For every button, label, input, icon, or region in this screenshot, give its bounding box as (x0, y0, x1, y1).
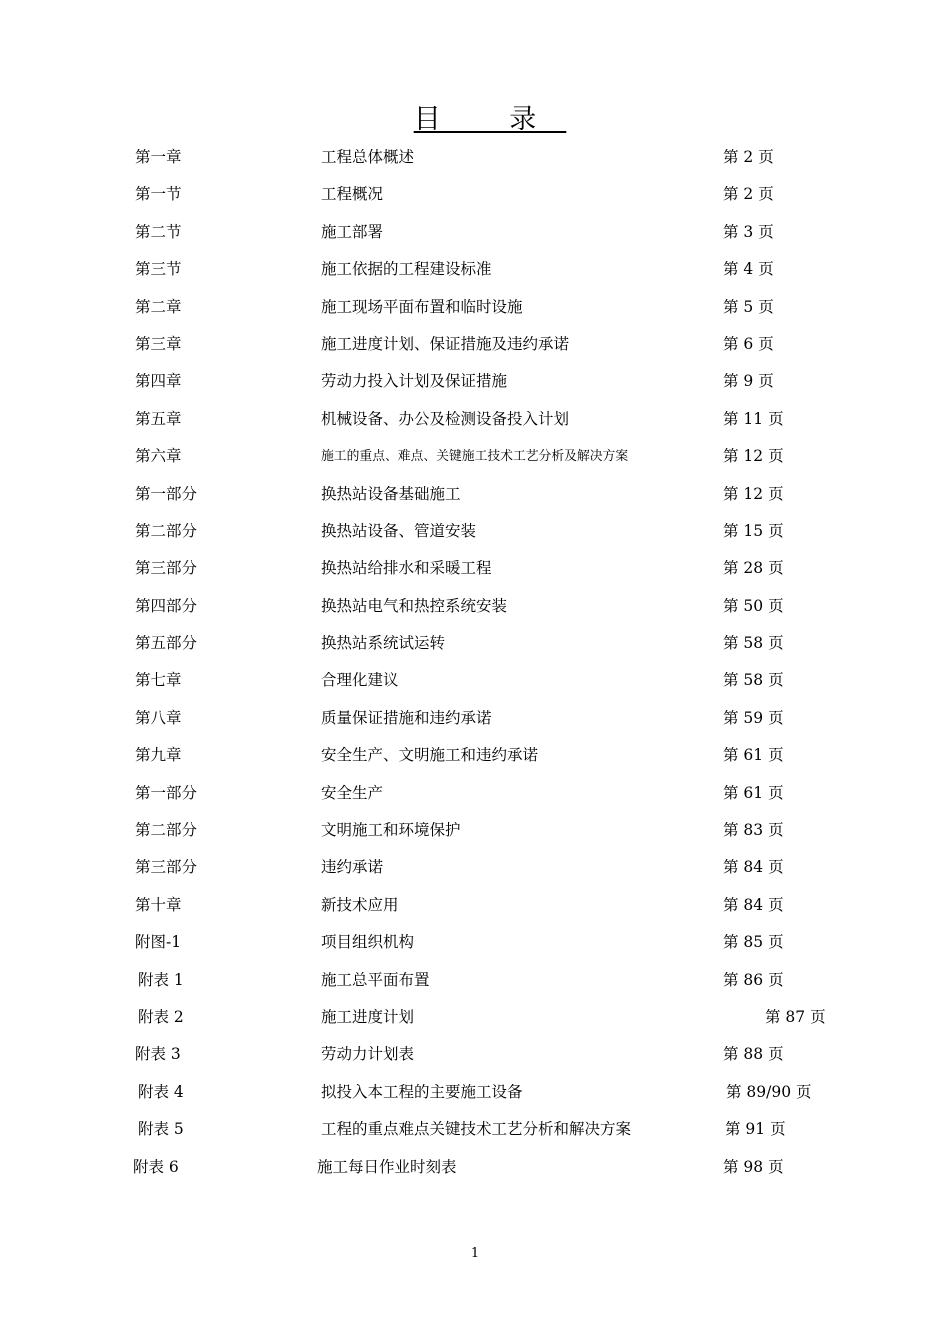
toc-entry (0, 289, 950, 326)
toc-entry-text: 施工进度计划 (321, 1007, 415, 1026)
toc-entry-text: 施工进度计划、保证措施及违约承诺 (321, 334, 570, 353)
toc-entry-label: 附表 3 (135, 1045, 181, 1064)
toc-entry-text: 项目组织机构 (321, 933, 415, 952)
toc-entry (0, 924, 950, 961)
toc-entry-text: 换热站给排水和采暖工程 (321, 559, 492, 578)
toc-entry-label: 第三章 (135, 334, 182, 353)
toc-entry-label: 第一章 (135, 148, 182, 166)
toc-entry-label: 第八章 (135, 708, 182, 727)
toc-entry-label: 附表 2 (138, 1007, 184, 1026)
toc-entry-label: 第五章 (135, 409, 182, 428)
toc-entry-text: 施工现场平面布置和临时设施 (321, 297, 523, 316)
toc-entry-page: 第 84 页 (723, 895, 784, 914)
toc-entry-text: 施工依据的工程建设标准 (321, 260, 492, 279)
toc-entry-label: 第一节 (135, 185, 182, 204)
toc-entry-text: 安全生产、文明施工和违约承诺 (321, 746, 539, 765)
toc-entry (0, 962, 950, 999)
toc-entry-page: 第 88 页 (723, 1045, 784, 1064)
toc-entry-text: 换热站设备基础施工 (321, 484, 461, 503)
toc-entry-page: 第 85 页 (723, 933, 784, 952)
toc-entry-text: 换热站系统试运转 (321, 634, 446, 653)
toc-entry-page: 第 2 页 (723, 185, 774, 204)
toc-entry (0, 176, 950, 213)
toc-entry-label: 第三部分 (135, 858, 198, 877)
toc-entry-page: 第 11 页 (723, 409, 784, 428)
toc-entry (0, 251, 950, 288)
toc-entry-text: 质量保证措施和违约承诺 (321, 708, 492, 727)
toc-entry-page: 第 58 页 (723, 671, 784, 690)
toc-entry-text: 合理化建议 (321, 671, 399, 690)
toc-entry-text: 工程总体概述 (321, 148, 415, 166)
toc-entry-page: 第 9 页 (723, 372, 774, 391)
toc-entry (0, 1074, 950, 1111)
toc-entry-text: 文明施工和环境保护 (321, 821, 461, 840)
toc-entry-page: 第 89/90 页 (726, 1082, 812, 1101)
toc-entry-page: 第 5 页 (723, 297, 774, 316)
toc-entry-page: 第 12 页 (723, 447, 784, 466)
toc-entry (0, 700, 950, 737)
toc-entry-label: 第五部分 (135, 634, 198, 653)
toc-entry-page: 第 83 页 (723, 821, 784, 840)
toc-entry-page: 第 4 页 (723, 260, 774, 279)
toc-entry (0, 214, 950, 251)
toc-entry-label: 附表 5 (138, 1120, 184, 1139)
toc-entry (0, 999, 950, 1036)
toc-entry (0, 775, 950, 812)
toc-entry-label: 第三节 (135, 260, 182, 279)
toc-entry-text: 劳动力计划表 (321, 1045, 415, 1064)
toc-entry-text: 劳动力投入计划及保证措施 (321, 372, 508, 391)
toc-entry-label: 第六章 (135, 447, 182, 466)
toc-entry (0, 438, 950, 475)
toc-entry (0, 513, 950, 550)
toc-entry-label: 第一部分 (135, 484, 198, 503)
toc-entry-page: 第 84 页 (723, 858, 784, 877)
toc-entry-page: 第 86 页 (723, 970, 784, 989)
toc-entry (0, 476, 950, 513)
toc-entry-label: 第九章 (135, 746, 182, 765)
toc-entry (0, 139, 950, 176)
toc-entry-text: 施工每日作业时刻表 (317, 1157, 457, 1176)
toc-entry-page: 第 15 页 (723, 521, 784, 540)
toc-entry-page: 第 50 页 (723, 596, 784, 615)
toc-title-text: 目 录 (413, 104, 567, 135)
toc-entry (0, 1036, 950, 1073)
toc-entry (0, 1111, 950, 1148)
toc-entry-label: 第二节 (135, 222, 182, 241)
toc-entry-label: 附表 6 (133, 1157, 179, 1176)
toc-entry (0, 550, 950, 587)
toc-entry-text: 违约承诺 (321, 858, 384, 877)
toc-entry (0, 326, 950, 363)
toc-entry (0, 737, 950, 774)
toc-entry-label: 第三部分 (135, 559, 198, 578)
toc-entry-page: 第 61 页 (723, 783, 784, 802)
toc-entry-page: 第 12 页 (723, 484, 784, 503)
toc-entry-label: 第四章 (135, 372, 182, 391)
toc-entry-page: 第 87 页 (765, 1007, 826, 1026)
toc-entry-text: 工程概况 (321, 185, 384, 204)
toc-entry-page: 第 59 页 (723, 708, 784, 727)
toc-entry-page: 第 61 页 (723, 746, 784, 765)
toc-entry-text: 施工部署 (321, 222, 384, 241)
toc-entry-label: 附表 1 (138, 970, 184, 989)
toc-entry-text: 换热站电气和热控系统安装 (321, 596, 508, 615)
toc-entry (0, 662, 950, 699)
page-number: 1 (470, 1246, 480, 1261)
toc-entry-text: 拟投入本工程的主要施工设备 (321, 1082, 523, 1101)
toc-entry-label: 第十章 (135, 895, 182, 914)
toc-entry-label: 第二章 (135, 297, 182, 316)
toc-entry-text: 机械设备、办公及检测设备投入计划 (321, 409, 570, 428)
toc-entry-page: 第 2 页 (723, 148, 774, 166)
toc-entry-label: 第二部分 (135, 521, 198, 540)
toc-entry (0, 401, 950, 438)
toc-entry-label: 附表 4 (138, 1082, 184, 1101)
toc-entry (0, 588, 950, 625)
toc-entry-page: 第 6 页 (723, 334, 774, 353)
toc-entry-page: 第 98 页 (723, 1157, 784, 1176)
toc-entry-label: 第一部分 (135, 783, 198, 802)
toc-entry-text: 安全生产 (321, 783, 384, 802)
toc-title (0, 102, 950, 138)
toc-entry-text: 新技术应用 (321, 895, 399, 914)
toc-entry-label: 第七章 (135, 671, 182, 690)
toc-entry-text: 换热站设备、管道安装 (321, 521, 477, 540)
toc-entry (0, 887, 950, 924)
toc-entry (0, 363, 950, 400)
toc-entry (0, 812, 950, 849)
toc-entry-page: 第 28 页 (723, 559, 784, 578)
toc-entry (0, 1149, 950, 1186)
toc-entry-text: 工程的重点难点关键技术工艺分析和解决方案 (321, 1120, 632, 1139)
toc-entry-text: 施工的重点、难点、关键施工技术工艺分析及解决方案 (321, 449, 629, 465)
toc-entry-label: 第四部分 (135, 596, 198, 615)
table-of-contents (0, 139, 950, 1186)
toc-entry (0, 625, 950, 662)
toc-entry-label: 第二部分 (135, 821, 198, 840)
toc-entry-page: 第 91 页 (725, 1120, 786, 1139)
toc-entry-text: 施工总平面布置 (321, 970, 430, 989)
toc-entry-page: 第 58 页 (723, 634, 784, 653)
toc-entry (0, 849, 950, 886)
toc-entry-label: 附图-1 (135, 933, 182, 952)
toc-entry-page: 第 3 页 (723, 222, 774, 241)
